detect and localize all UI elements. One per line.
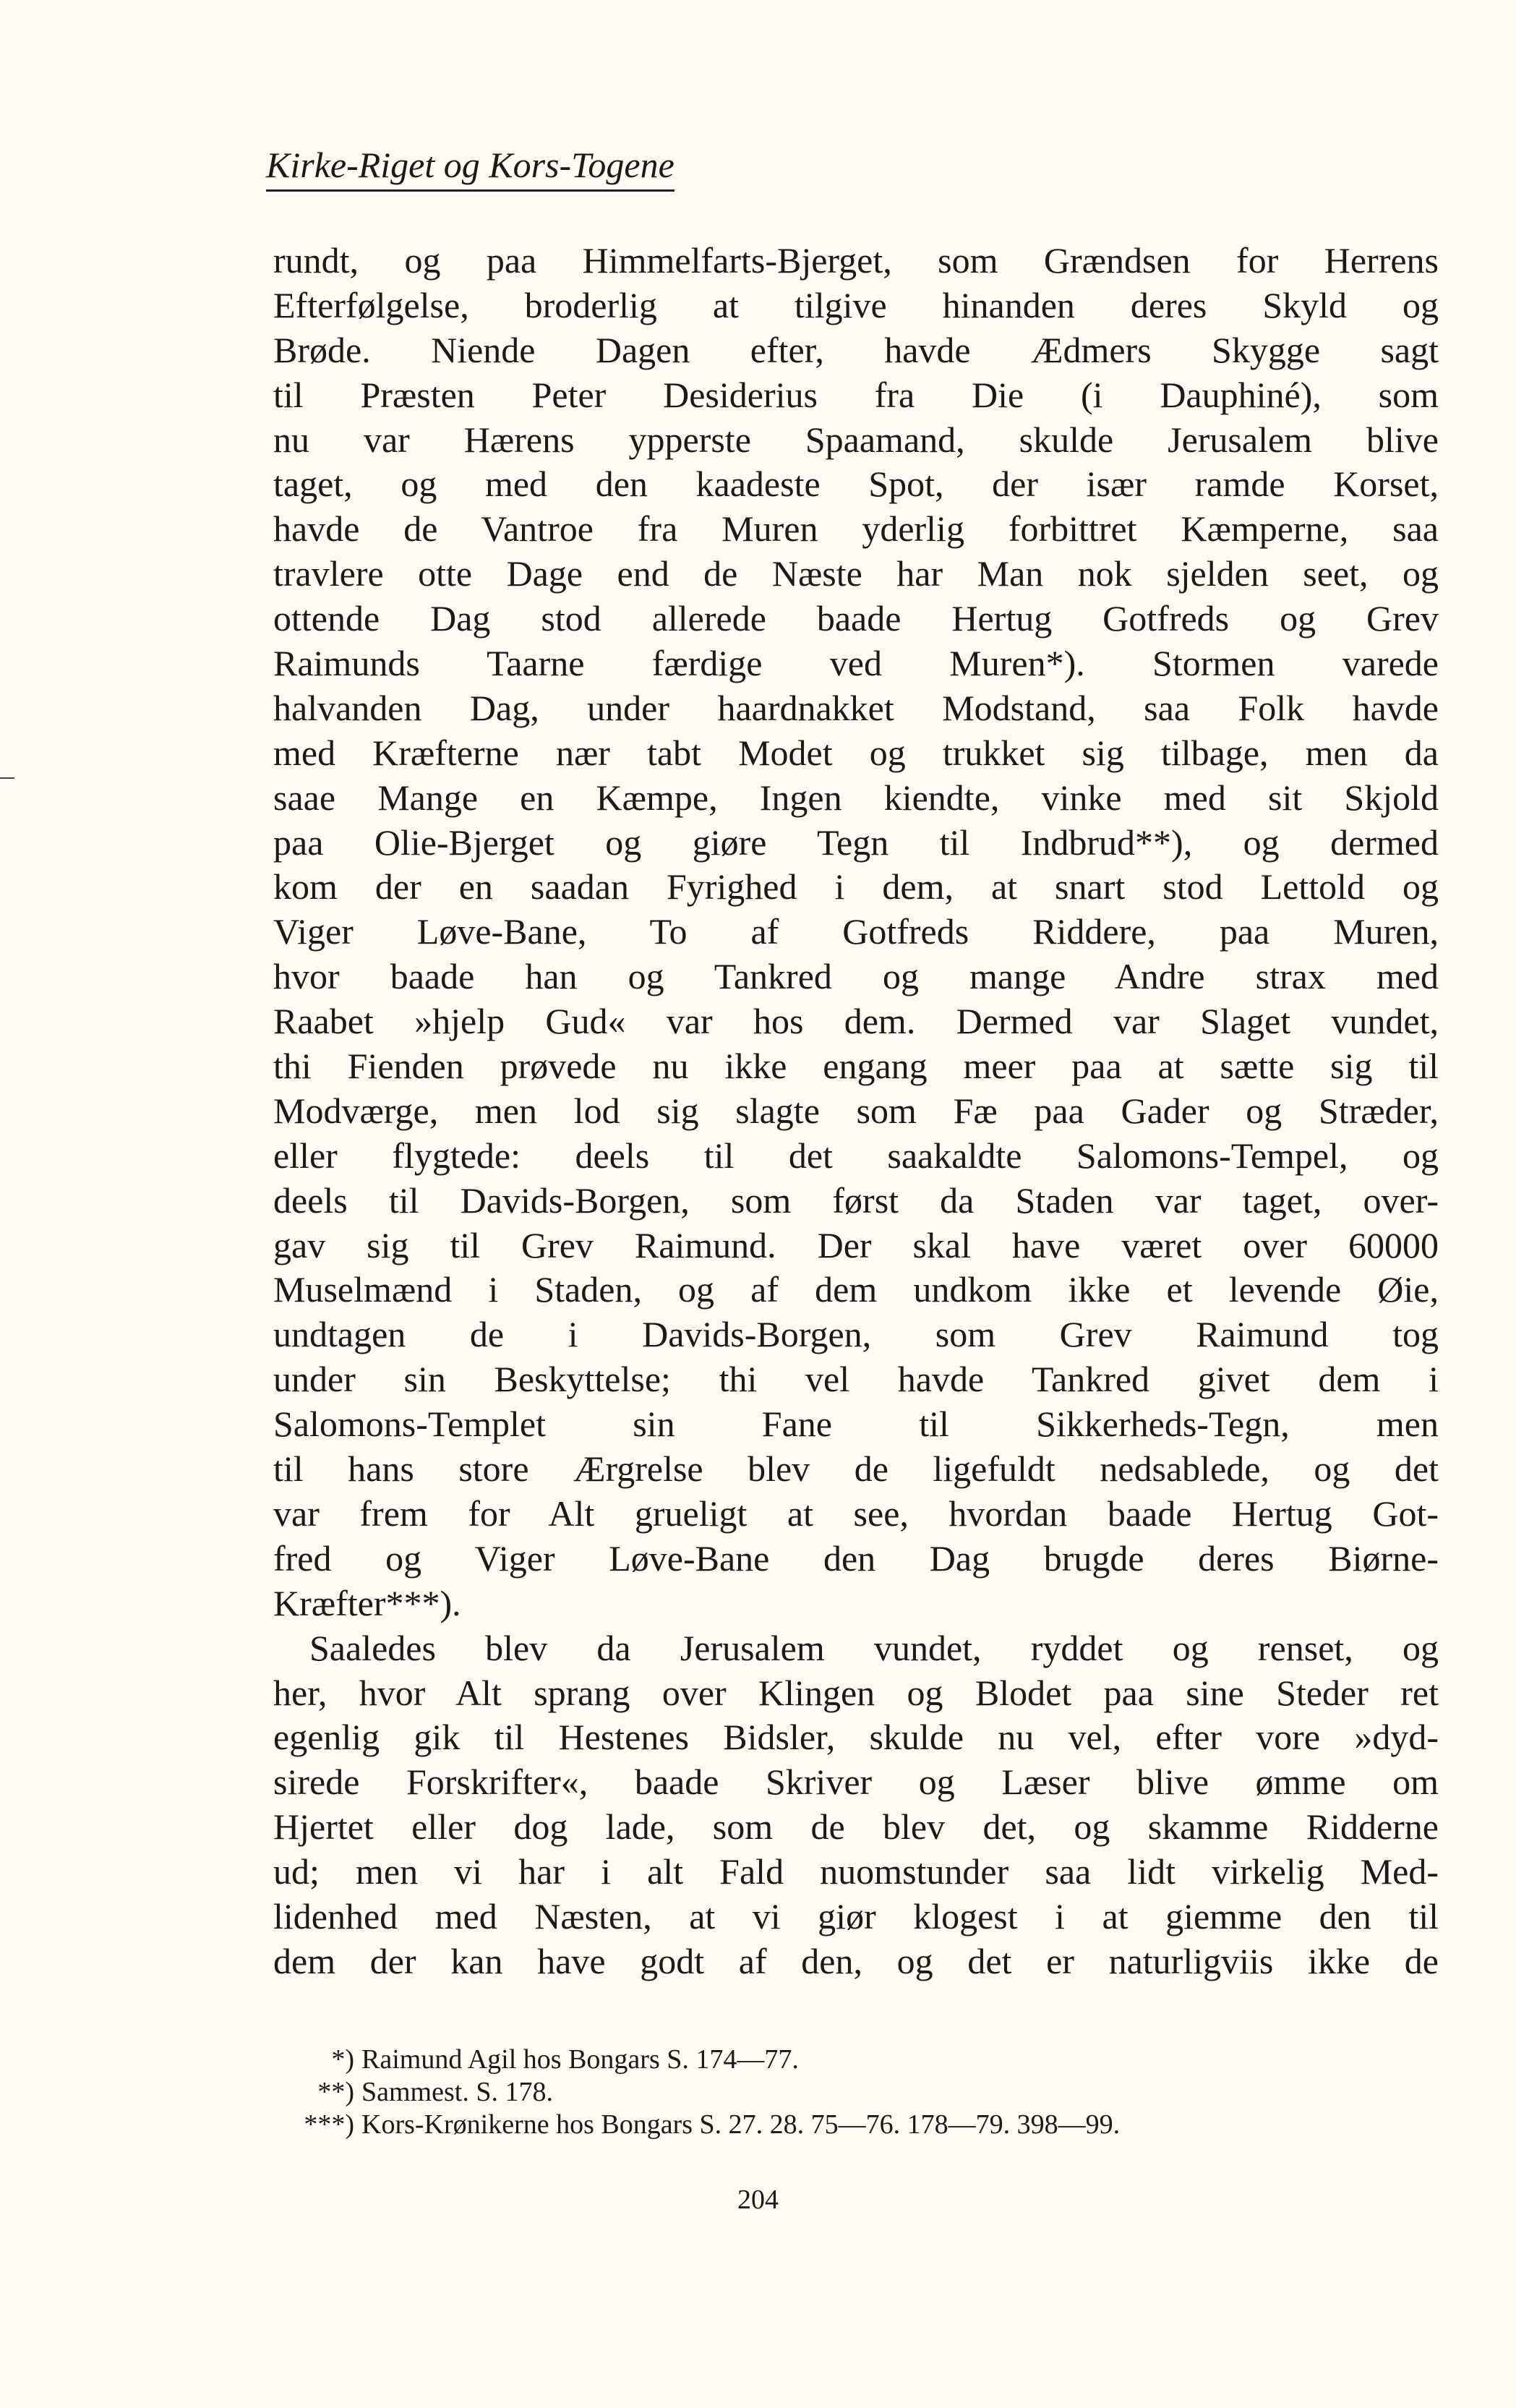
text-line: ud; men vi har i alt Fald nuomstunder saa lidt virkelig Med- bbox=[273, 1851, 1439, 1892]
text-line: deels til Davids-Borgen, som først da Staden var taget, over- bbox=[273, 1179, 1439, 1221]
text-line: paa Olie-Bjerget og giøre Tegn til Indbrud**), og dermed bbox=[273, 821, 1439, 863]
footnote-text: Raimund Agil hos Bongars S. 174—77. bbox=[361, 2044, 799, 2075]
text-line: dem der kan have godt af den, og det er naturligviis ikke de bbox=[273, 1940, 1439, 1981]
text-line: var frem for Alt grueligt at see, hvordan baade Hertug Got- bbox=[273, 1493, 1439, 1534]
running-head: Kirke-Riget og Kors-Togene bbox=[266, 143, 675, 192]
text-line: egenlig gik til Hestenes Bidsler, skulde nu vel, efter vore »dyd- bbox=[273, 1717, 1439, 1758]
text-line: hvor baade han og Tankred og mange Andre strax med bbox=[273, 956, 1439, 997]
text-line: Brøde. Niende Dagen efter, havde Ædmers Skygge sagt bbox=[273, 329, 1439, 370]
text-line: Muselmænd i Staden, og af dem undkom ikke et levende Øie, bbox=[273, 1269, 1439, 1310]
page-number: 204 bbox=[737, 2185, 779, 2215]
body-text bbox=[273, 239, 1439, 1984]
text-line: thi Fienden prøvede nu ikke engang meer paa at sætte sig til bbox=[273, 1046, 1439, 1087]
footnote-mark: **) bbox=[317, 2077, 354, 2107]
text-line: Salomons-Templet sin Fane til Sikkerheds-Tegn, men bbox=[273, 1404, 1439, 1445]
footnote bbox=[273, 2109, 1439, 2141]
text-line: Raimunds Taarne færdige ved Muren*). Stormen varede bbox=[273, 643, 1439, 684]
footnote-mark: *) bbox=[331, 2044, 354, 2075]
text-line: havde de Vantroe fra Muren yderlig forbittret Kæmperne, saa bbox=[273, 508, 1439, 550]
text-line: her, hvor Alt sprang over Klingen og Blodet paa sine Steder ret bbox=[273, 1672, 1439, 1713]
text-line: rundt, og paa Himmelfarts-Bjerget, som Grændsen for Herrens bbox=[273, 240, 1439, 281]
footnotes bbox=[273, 2044, 1439, 2141]
text-line: Hjertet eller dog lade, som de blev det, og skamme Ridderne bbox=[273, 1806, 1439, 1848]
footnote bbox=[273, 2076, 1439, 2109]
text-line: Raabet »hjelp Gud« var hos dem. Dermed var Slaget vundet, bbox=[273, 1001, 1439, 1042]
text-line: til Præsten Peter Desiderius fra Die (i Dauphiné), som bbox=[273, 374, 1439, 415]
scan-edge-mark bbox=[0, 777, 14, 779]
text-line: Modværge, men lod sig slagte som Fæ paa Gader og Stræder, bbox=[273, 1090, 1439, 1131]
text-line: under sin Beskyttelse; thi vel havde Tankred givet dem i bbox=[273, 1359, 1439, 1400]
text-line: Efterfølgelse, broderlig at tilgive hinanden deres Skyld og bbox=[273, 284, 1439, 325]
text-line: nu var Hærens ypperste Spaamand, skulde Jerusalem blive bbox=[273, 419, 1439, 460]
text-line: sirede Forskrifter«, baade Skriver og Læser blive ømme om bbox=[273, 1762, 1439, 1803]
text-line: lidenhed med Næsten, at vi giør klogest i at giemme den til bbox=[273, 1895, 1439, 1937]
text-line: til hans store Ærgrelse blev de ligefuldt nedsablede, og det bbox=[273, 1448, 1439, 1490]
text-line: halvanden Dag, under haardnakket Modstand, saa Folk havde bbox=[273, 687, 1439, 728]
text-line: undtagen de i Davids-Borgen, som Grev Raimund tog bbox=[273, 1314, 1439, 1355]
text-line: med Kræfterne nær tabt Modet og trukket sig tilbage, men da bbox=[273, 732, 1439, 773]
text-line: ottende Dag stod allerede baade Hertug Gotfreds og Grev bbox=[273, 598, 1439, 639]
text-line: taget, og med den kaadeste Spot, der især ramde Korset, bbox=[273, 464, 1439, 505]
footnote bbox=[273, 2044, 1439, 2076]
footnote-text: Kors-Krønikerne hos Bongars S. 27. 28. 75—76. 178—79. 398—99. bbox=[361, 2109, 1121, 2140]
text-line: travlere otte Dage end de Næste har Man nok sjelden seet, og bbox=[273, 553, 1439, 594]
text-line: fred og Viger Løve-Bane den Dag brugde deres Biørne- bbox=[273, 1537, 1439, 1579]
footnote-mark: ***) bbox=[304, 2109, 354, 2140]
text-line: saae Mange en Kæmpe, Ingen kiendte, vinke med sit Skjold bbox=[273, 777, 1439, 818]
text-line: Saaledes blev da Jerusalem vundet, ryddet og renset, og bbox=[309, 1627, 1439, 1668]
text-line: gav sig til Grev Raimund. Der skal have været over 60000 bbox=[273, 1224, 1439, 1265]
text-line: kom der en saadan Fyrighed i dem, at snart stod Lettold og bbox=[273, 866, 1439, 908]
text-line: Kræfter***). bbox=[273, 1582, 461, 1623]
text-line: eller flygtede: deels til det saakaldte Salomons-Tempel, og bbox=[273, 1135, 1439, 1176]
footnote-text: Sammest. S. 178. bbox=[361, 2077, 553, 2107]
text-line: Viger Løve-Bane, To af Gotfreds Riddere, paa Muren, bbox=[273, 911, 1439, 952]
